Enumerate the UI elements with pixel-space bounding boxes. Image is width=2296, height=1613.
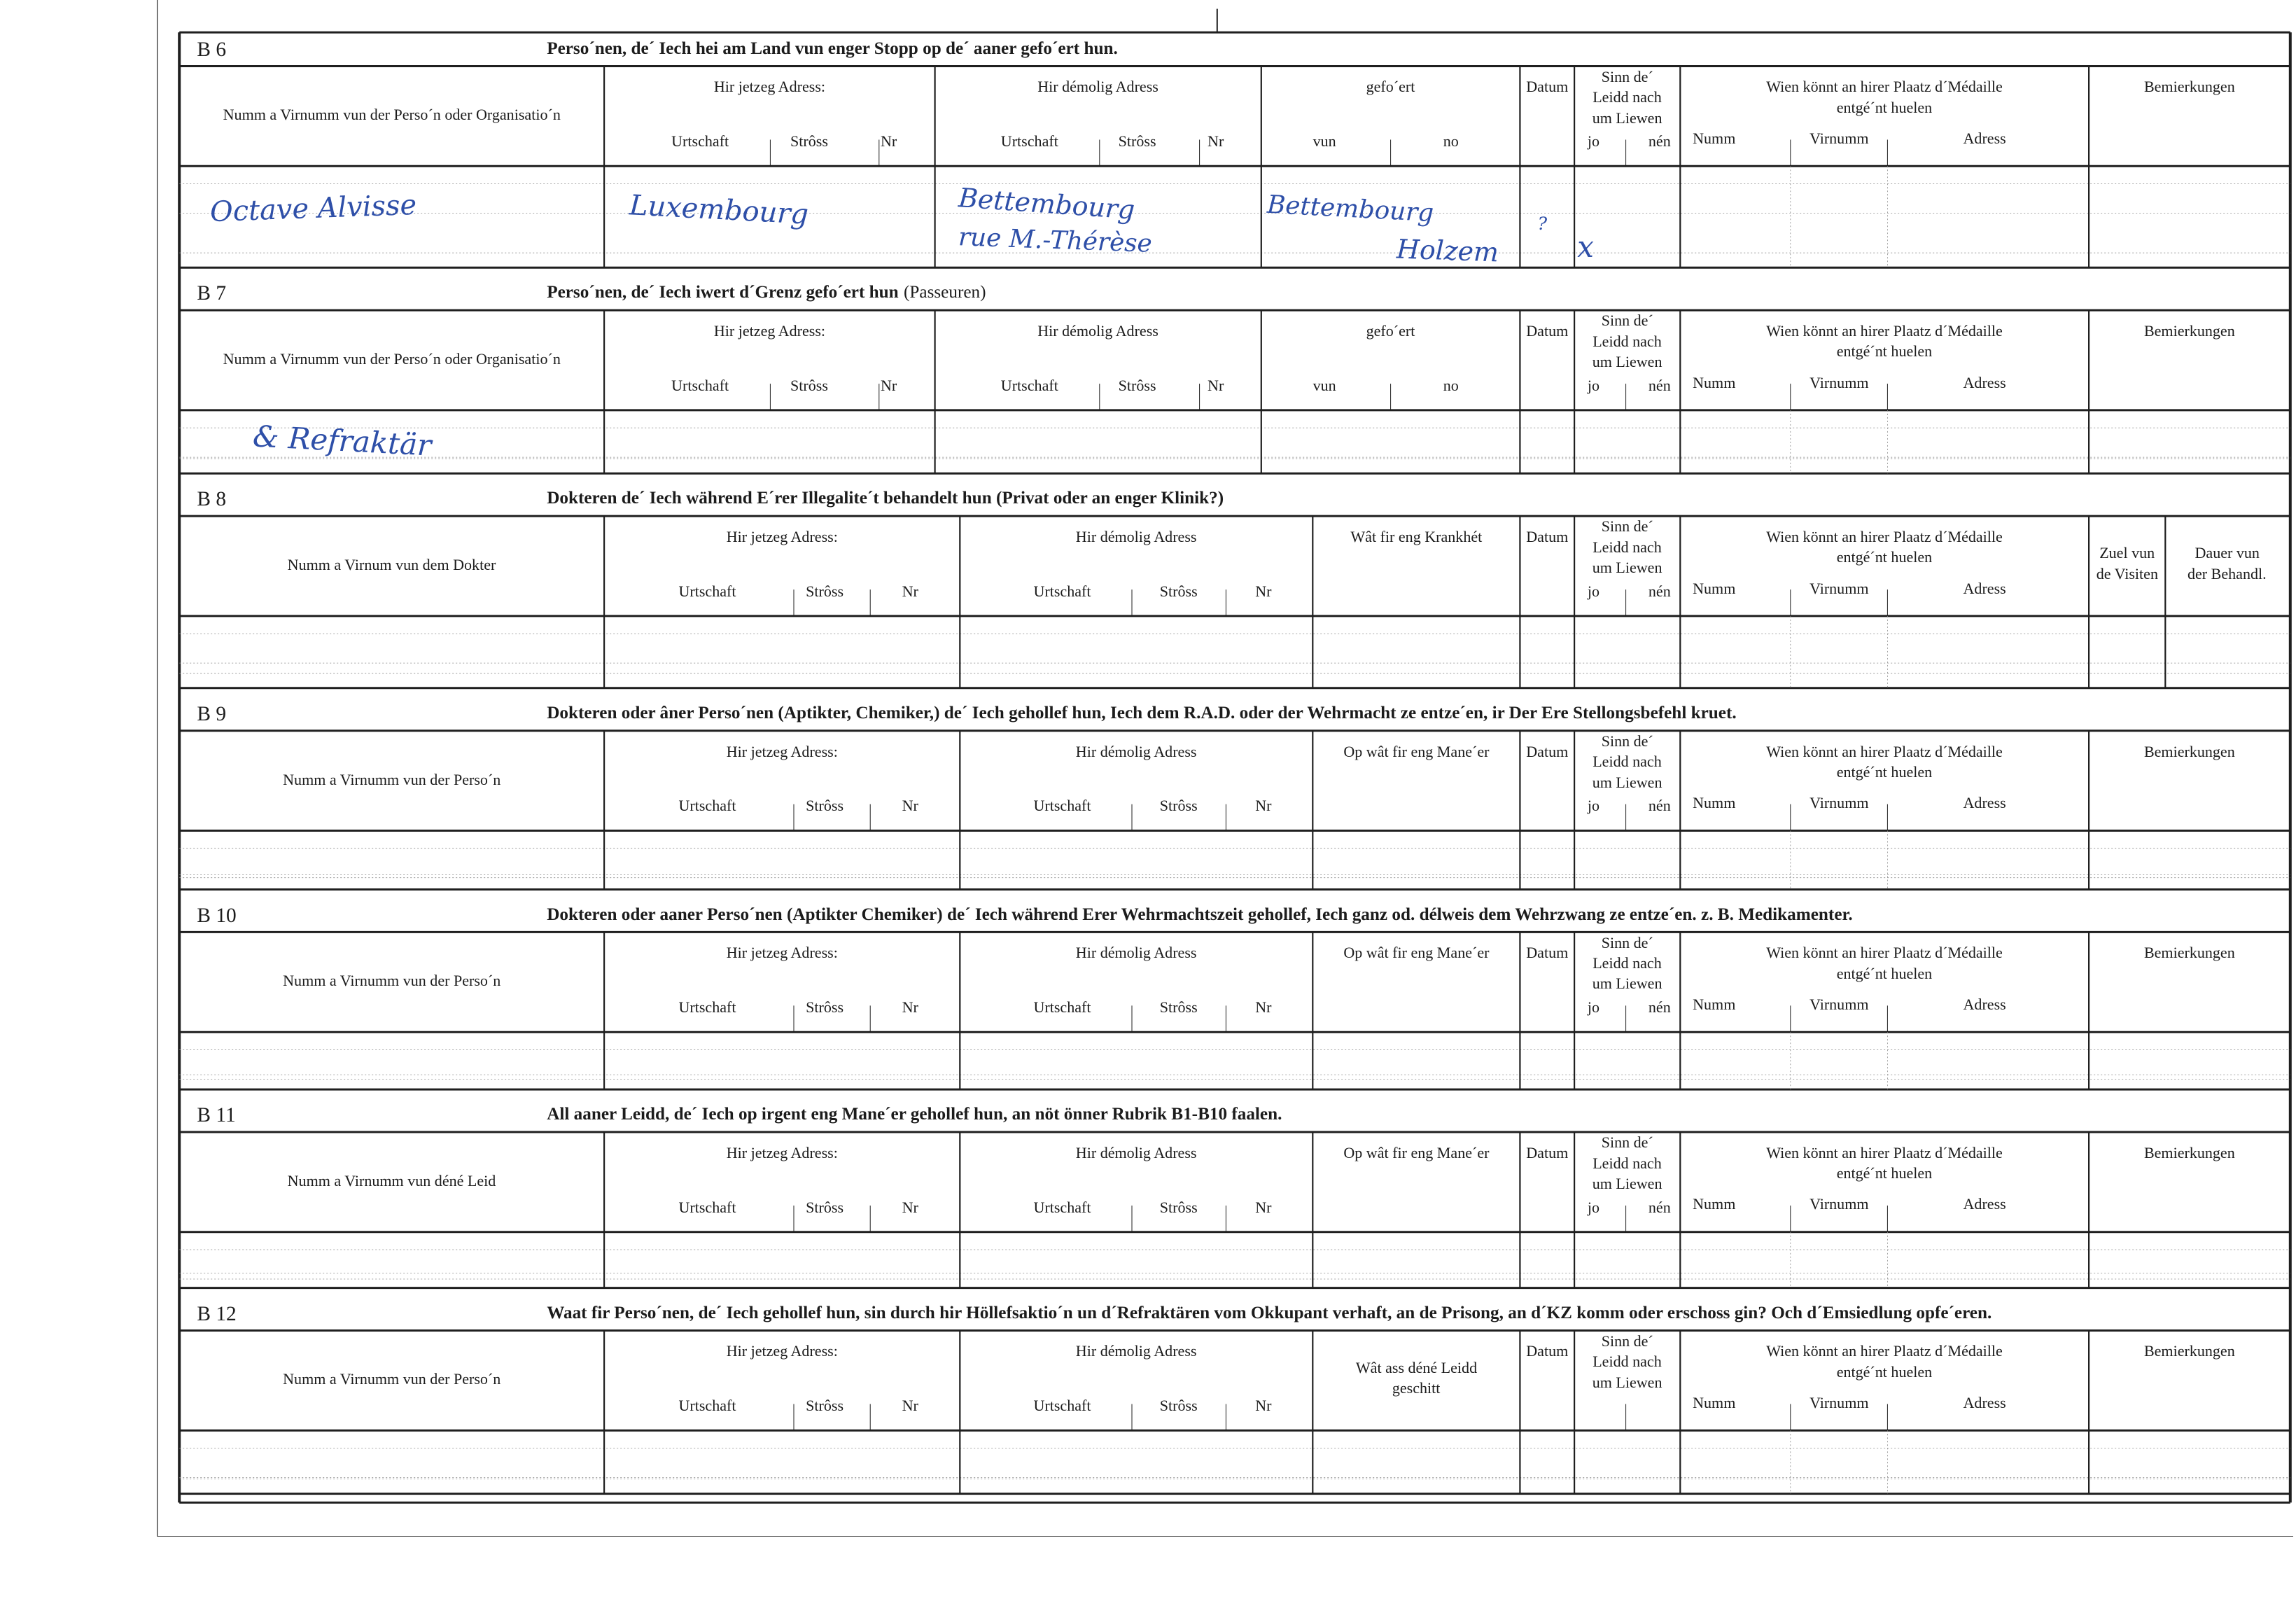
current-address-header: Hir jetzeg Adress:: [713, 78, 826, 96]
remarks-header: Bemierkungen: [2143, 78, 2235, 96]
risked-life-header: Sinn de´: [1601, 1133, 1653, 1152]
stross-label: Strôss: [806, 1198, 844, 1216]
medal-header-2: entgé´nt huelen: [1836, 1362, 1933, 1381]
vun-label: vun: [1312, 376, 1336, 394]
stross-label: Strôss: [1159, 1198, 1198, 1216]
numm-label: Numm: [1693, 129, 1736, 147]
numm-label: Numm: [1693, 1393, 1736, 1411]
vun-label: vun: [1312, 132, 1336, 151]
datum-header: Datum: [1526, 528, 1569, 545]
transported-header: gefo´ert: [1366, 78, 1415, 96]
risked-life-header-2: Leidd nach: [1592, 538, 1662, 556]
nr-label: Nr: [902, 582, 918, 600]
risked-life-header-3: um Liewen: [1592, 1373, 1662, 1391]
risked-life-header-2: Leidd nach: [1592, 954, 1662, 972]
former-address-header: Hir démolig Adress: [1075, 528, 1197, 545]
risked-life-header-2: Leidd nach: [1592, 1353, 1662, 1371]
risked-life-header-3: um Liewen: [1592, 773, 1662, 791]
medal-header: Wien könnt an hirer Plaatz d´Médaille: [1766, 944, 2003, 962]
remarks-header: Bemierkungen: [2143, 1342, 2235, 1360]
manner-header: Op wât fir eng Mane´er: [1343, 742, 1490, 760]
numm-label: Numm: [1693, 794, 1736, 812]
medal-header: Wien könnt an hirer Plaatz d´Médaille: [1766, 528, 2003, 545]
visits-header: Zuel vun: [2099, 544, 2155, 562]
current-address-header: Hir jetzeg Adress:: [726, 742, 838, 760]
handwritten-datum: ?: [1537, 213, 1548, 234]
medal-header: Wien könnt an hirer Plaatz d´Médaille: [1766, 78, 2003, 96]
nr-label: Nr: [1255, 582, 1272, 600]
urtschaft-label: Urtschaft: [678, 582, 736, 600]
urtschaft-label: Urtschaft: [678, 1198, 736, 1216]
section-code-8: B 8: [197, 488, 227, 511]
stross-label: Strôss: [1118, 132, 1156, 151]
risked-life-header-3: um Liewen: [1592, 559, 1662, 577]
risked-life-header-2: Leidd nach: [1592, 753, 1662, 771]
remarks-header: Bemierkungen: [2143, 322, 2235, 340]
jo-label: jo: [1587, 1198, 1600, 1216]
risked-life-header: Sinn de´: [1601, 933, 1653, 951]
nr-label: Nr: [1208, 376, 1224, 394]
urtschaft-label: Urtschaft: [1033, 1397, 1091, 1415]
urtschaft-label: Urtschaft: [678, 797, 736, 815]
adress-label: Adress: [1963, 129, 2006, 147]
section-code-7: B 7: [197, 282, 227, 305]
nr-label: Nr: [1255, 1397, 1272, 1415]
risked-life-header: Sinn de´: [1601, 67, 1653, 85]
nen-label: nén: [1648, 376, 1671, 394]
section-code-9: B 9: [197, 702, 227, 725]
numm-label: Numm: [1693, 373, 1736, 391]
urtschaft-label: Urtschaft: [1000, 376, 1058, 394]
former-address-header: Hir démolig Adress: [1037, 322, 1158, 340]
stross-label: Strôss: [806, 582, 844, 600]
numm-label: Numm: [1693, 1195, 1736, 1213]
current-address-header: Hir jetzeg Adress:: [726, 944, 838, 962]
numm-label: Numm: [1693, 579, 1736, 597]
duration-header: Dauer vun: [2194, 544, 2260, 562]
current-address-header: Hir jetzeg Adress:: [713, 322, 826, 340]
datum-header: Datum: [1526, 944, 1569, 962]
nr-label: Nr: [902, 797, 918, 815]
adress-label: Adress: [1963, 995, 2006, 1013]
adress-label: Adress: [1963, 1195, 2006, 1213]
jo-label: jo: [1587, 376, 1600, 394]
stross-label: Strôss: [1159, 582, 1198, 600]
virnumm-label: Virnumm: [1809, 373, 1869, 391]
stross-label: Strôss: [1159, 797, 1198, 815]
nen-label: nén: [1648, 1198, 1671, 1216]
first-column-header: Numm a Virnumm vun der Perso´n oder Organisatio´n: [223, 349, 561, 368]
manner-header: Wât fir eng Krankhét: [1350, 528, 1483, 545]
nr-label: Nr: [1255, 797, 1272, 815]
datum-header: Datum: [1526, 78, 1569, 96]
manner-header: Op wât fir eng Mane´er: [1343, 944, 1490, 962]
virnumm-label: Virnumm: [1809, 1195, 1869, 1213]
risked-life-header-3: um Liewen: [1592, 353, 1662, 371]
nen-label: nén: [1648, 132, 1671, 151]
current-address-header: Hir jetzeg Adress:: [726, 1143, 838, 1161]
urtschaft-label: Urtschaft: [671, 376, 729, 394]
adress-label: Adress: [1963, 373, 2006, 391]
virnumm-label: Virnumm: [1809, 794, 1869, 812]
what-happened-header: Wât ass déné Leidd: [1355, 1358, 1478, 1376]
virnumm-label: Virnumm: [1809, 579, 1869, 597]
transported-header: gefo´ert: [1366, 322, 1415, 340]
remarks-header: Bemierkungen: [2143, 742, 2235, 760]
duration-header-2: der Behandl.: [2188, 564, 2267, 582]
first-column-header: Numm a Virnum vun dem Dokter: [287, 555, 496, 573]
section-title-11: All aaner Leidd, de´ Iech op irgent eng Mane´er gehollef hun, an nöt önner Rubrik B1-B10 faalen.: [547, 1105, 1282, 1124]
stross-label: Strôss: [806, 1397, 844, 1415]
section-title-7: Perso´nen, de´ Iech iwert d´Grenz gefo´ert hun: [547, 283, 899, 302]
datum-header: Datum: [1526, 742, 1569, 760]
urtschaft-label: Urtschaft: [1033, 1198, 1091, 1216]
nr-label: Nr: [902, 1397, 918, 1415]
section-title-6: Perso´nen, de´ Iech hei am Land vun enger Stopp op de´ aaner gefo´ert hun.: [547, 39, 1118, 58]
urtschaft-label: Urtschaft: [671, 132, 729, 151]
medal-header-2: entgé´nt huelen: [1836, 763, 1933, 781]
section-code-11: B 11: [197, 1104, 236, 1127]
stross-label: Strôss: [806, 797, 844, 815]
handwritten-jo-mark: x: [1577, 229, 1594, 264]
visits-header-2: de Visiten: [2096, 564, 2158, 582]
former-address-header: Hir démolig Adress: [1075, 742, 1197, 760]
virnumm-label: Virnumm: [1809, 1393, 1869, 1411]
former-address-header: Hir démolig Adress: [1075, 1143, 1197, 1161]
handwritten-name: Octave Alvisse: [209, 189, 418, 229]
section-code-12: B 12: [197, 1302, 237, 1325]
medal-header-2: entgé´nt huelen: [1836, 1164, 1933, 1182]
stross-label: Strôss: [806, 998, 844, 1016]
medal-header: Wien könnt an hirer Plaatz d´Médaille: [1766, 1143, 2003, 1161]
former-address-header: Hir démolig Adress: [1037, 78, 1158, 96]
section-title-suffix: (Passeuren): [904, 283, 986, 302]
former-address-header: Hir démolig Adress: [1075, 944, 1197, 962]
manner-header: Op wât fir eng Mane´er: [1343, 1143, 1490, 1161]
no-label: no: [1443, 376, 1459, 394]
handwritten-former-address: Bettembourg: [958, 182, 1136, 225]
jo-label: jo: [1587, 582, 1600, 600]
nen-label: nén: [1648, 998, 1671, 1016]
risked-life-header: Sinn de´: [1601, 732, 1653, 750]
medal-header: Wien könnt an hirer Plaatz d´Médaille: [1766, 322, 2003, 340]
what-happened-header-2: geschitt: [1392, 1378, 1441, 1397]
urtschaft-label: Urtschaft: [678, 998, 736, 1016]
virnumm-label: Virnumm: [1809, 129, 1869, 147]
nr-label: Nr: [902, 998, 918, 1016]
first-column-header: Numm a Virnumm vun der Perso´n oder Organisatio´n: [223, 106, 561, 124]
risked-life-header-3: um Liewen: [1592, 109, 1662, 127]
handwritten-from: Bettembourg: [1266, 190, 1435, 228]
nr-label: Nr: [1255, 1198, 1272, 1216]
stross-label: Strôss: [1118, 376, 1156, 394]
urtschaft-label: Urtschaft: [678, 1397, 736, 1415]
stross-label: Strôss: [790, 132, 828, 151]
virnumm-label: Virnumm: [1809, 995, 1869, 1013]
urtschaft-label: Urtschaft: [1033, 582, 1091, 600]
former-address-header: Hir démolig Adress: [1075, 1342, 1197, 1360]
remarks-header: Bemierkungen: [2143, 944, 2235, 962]
adress-label: Adress: [1963, 579, 2006, 597]
nr-label: Nr: [902, 1198, 918, 1216]
jo-label: jo: [1587, 998, 1600, 1016]
medal-header: Wien könnt an hirer Plaatz d´Médaille: [1766, 1342, 2003, 1360]
medal-header: Wien könnt an hirer Plaatz d´Médaille: [1766, 742, 2003, 760]
first-column-header: Numm a Virnumm vun déné Leid: [287, 1171, 496, 1189]
section-code-10: B 10: [197, 904, 237, 927]
datum-header: Datum: [1526, 322, 1569, 340]
handwritten-former-street: rue M.-Thérèse: [958, 222, 1153, 258]
section-title-8: Dokteren de´ Iech während E´rer Illegalite´t behandelt hun (Privat oder an enger Klinik?): [547, 489, 1224, 508]
first-column-header: Numm a Virnumm vun der Perso´n: [283, 770, 501, 788]
section-title-12: Waat fir Perso´nen, de´ Iech gehollef hun, sin durch hir Höllefsaktio´n un d´Refraktären vom Okkupant verhaft, an de Prisong, an d´KZ komm oder erschoss gin? Och d´Emsiedlung opfe´eren.: [547, 1303, 1992, 1322]
risked-life-header: Sinn de´: [1601, 1332, 1653, 1350]
remarks-header: Bemierkungen: [2143, 1143, 2235, 1161]
nr-label: Nr: [880, 376, 897, 394]
risked-life-header: Sinn de´: [1601, 312, 1653, 330]
handwritten-refractor: & Refraktär: [252, 419, 433, 463]
section-code-6: B 6: [197, 38, 227, 61]
first-column-header: Numm a Virnumm vun der Perso´n: [283, 972, 501, 990]
medal-header-2: entgé´nt huelen: [1836, 98, 1933, 116]
risked-life-header-3: um Liewen: [1592, 1175, 1662, 1192]
nen-label: nén: [1648, 582, 1671, 600]
no-label: no: [1443, 132, 1459, 151]
jo-label: jo: [1587, 797, 1600, 815]
adress-label: Adress: [1963, 1393, 2006, 1411]
adress-label: Adress: [1963, 794, 2006, 812]
stross-label: Strôss: [1159, 1397, 1198, 1415]
risked-life-header-2: Leidd nach: [1592, 88, 1662, 106]
datum-header: Datum: [1526, 1143, 1569, 1161]
handwritten-current-address: Luxembourg: [628, 189, 809, 232]
risked-life-header-2: Leidd nach: [1592, 1154, 1662, 1172]
stross-label: Strôss: [790, 376, 828, 394]
section-title-9: Dokteren oder âner Perso´nen (Aptikter, Chemiker,) de´ Iech gehollef hun, Iech dem R.A.D. oder der Wehrmacht ze entze´en, ir Der Ere Stellongsbefehl kruet.: [547, 703, 1737, 722]
risked-life-header-2: Leidd nach: [1592, 332, 1662, 350]
nr-label: Nr: [1255, 998, 1272, 1016]
nen-label: nén: [1648, 797, 1671, 815]
medal-header-2: entgé´nt huelen: [1836, 964, 1933, 982]
section-title-10: Dokteren oder aaner Perso´nen (Aptikter Chemiker) de´ Iech während Erer Wehrmachtszeit gehollef, Iech ganz od. délweis dem Wehrzwang ze entze´en. z. B. Medikamenter.: [547, 905, 1853, 924]
urtschaft-label: Urtschaft: [1000, 132, 1058, 151]
jo-label: jo: [1587, 132, 1600, 151]
urtschaft-label: Urtschaft: [1033, 998, 1091, 1016]
first-column-header: Numm a Virnumm vun der Perso´n: [283, 1370, 501, 1388]
medal-header-2: entgé´nt huelen: [1836, 342, 1933, 361]
urtschaft-label: Urtschaft: [1033, 797, 1091, 815]
datum-header: Datum: [1526, 1342, 1569, 1360]
handwritten-to: Holzem: [1396, 233, 1499, 268]
current-address-header: Hir jetzeg Adress:: [726, 1342, 838, 1360]
numm-label: Numm: [1693, 995, 1736, 1013]
risked-life-header: Sinn de´: [1601, 517, 1653, 536]
risked-life-header-3: um Liewen: [1592, 975, 1662, 993]
nr-label: Nr: [880, 132, 897, 151]
nr-label: Nr: [1208, 132, 1224, 151]
stross-label: Strôss: [1159, 998, 1198, 1016]
current-address-header: Hir jetzeg Adress:: [726, 528, 838, 545]
medal-header-2: entgé´nt huelen: [1836, 548, 1933, 566]
